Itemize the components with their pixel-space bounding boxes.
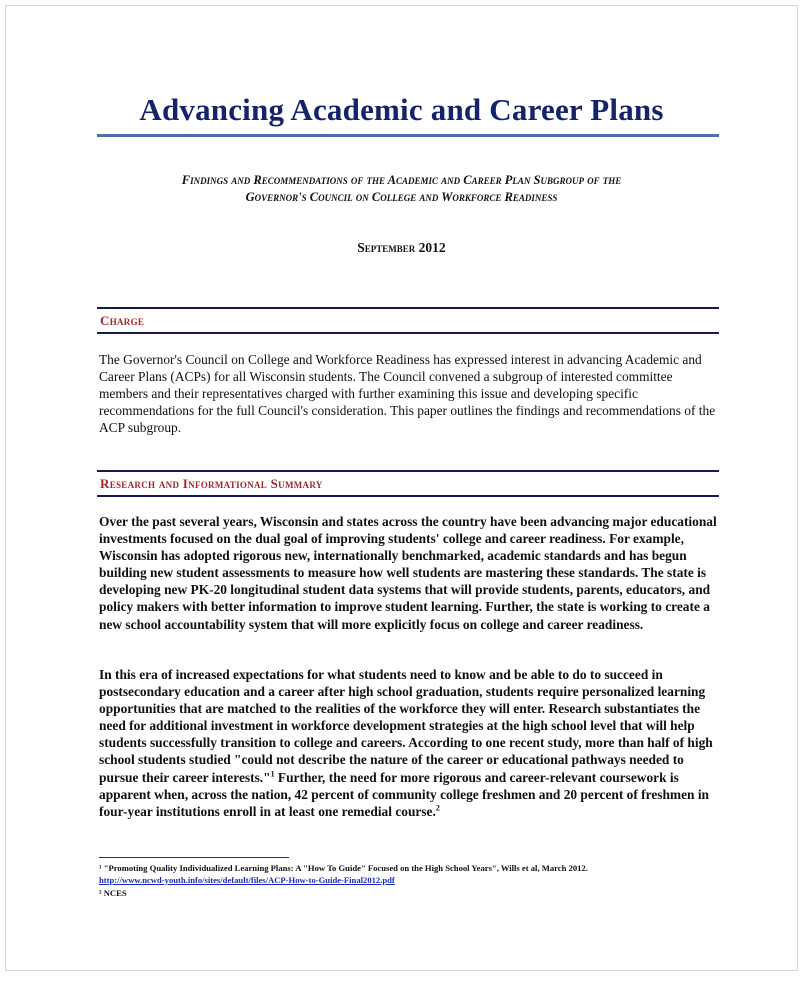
research-paragraph-1: Over the past several years, Wisconsin and states across the country have been advancing major educational investments focused on the dual goal of improving students' college and career readiness. For example, Wisconsin has adopted rigorous new, internationally benchmarked, academic standards and has begun building new student assessments to measure how well students are mastering these standards. The state is developing new PK-20 longitudinal student data systems that will provide students, parents, educators, and policy makers with better information to improve student learning. Further, the state is working to create a new school accountability system that will more explicitly focus on college and career readiness. <box>99 514 717 632</box>
footnote-ref-1[interactable]: 1 <box>270 769 275 779</box>
research-heading: Research and Informational Summary <box>100 476 323 491</box>
research-paragraph-2 <box>99 666 717 820</box>
document-page <box>5 5 798 971</box>
document-title: Advancing Academic and Career Plans <box>139 92 664 127</box>
footnote-1-link[interactable]: http://www.ncwd-youth.info/sites/default/files/ACP-How-to-Guide-Final2012.pdf <box>99 875 395 885</box>
subtitle-line-2: Governor's Council on College and Workforce Readiness <box>245 190 558 204</box>
research-rule-bottom <box>97 495 719 497</box>
research-rule-top <box>97 470 719 472</box>
footnote-ref-2[interactable]: 2 <box>435 803 440 813</box>
paragraph-2-main: In this era of increased expectations for what students need to know and be able to do to succeed in postsecondary education and a career after high school graduation, students require personalized learning opportunities that are matched to the realities of the workforce they will enter. Research substantiates the need for additional investment in workforce development strategies at the high school level that will help students successfully transition to college and careers. According to one recent study, more than half of high school students studied "could not describe the nature of the career or educational pathways needed to pursue their career interests." <box>99 667 713 785</box>
charge-rule-bottom <box>97 332 719 334</box>
title-underline <box>97 134 719 137</box>
footnote-divider <box>99 857 289 858</box>
subtitle-line-1: Findings and Recommendations of the Academic and Career Plan Subgroup of the <box>181 173 622 187</box>
document-subtitle <box>106 172 697 206</box>
paragraph-2-rest: Further, the need for more rigorous and career-relevant coursework is apparent when, across the nation, 42 percent of community college freshmen and 20 percent of freshmen in four-year institutions enroll in at least one remedial course. <box>99 769 709 819</box>
charge-heading: Charge <box>100 313 145 328</box>
document-date: September 2012 <box>357 240 446 255</box>
charge-paragraph: The Governor's Council on College and Workforce Readiness has expressed interest in advancing Academic and Career Plans (ACPs) for all Wisconsin students. The Council convened a subgroup of interested committee members and their representatives charged with further examining this issue and developing specific recommendations for the full Council's consideration. This paper outlines the findings and recommendations of the ACP subgroup. <box>99 352 716 436</box>
footnote-1: ¹ "Promoting Quality Individualized Learning Plans: A "How To Guide" Focused on the High School Years", Wills et al, March 2012. <box>99 863 588 873</box>
footnote-2: ² NCES <box>99 888 127 898</box>
charge-rule-top <box>97 307 719 309</box>
